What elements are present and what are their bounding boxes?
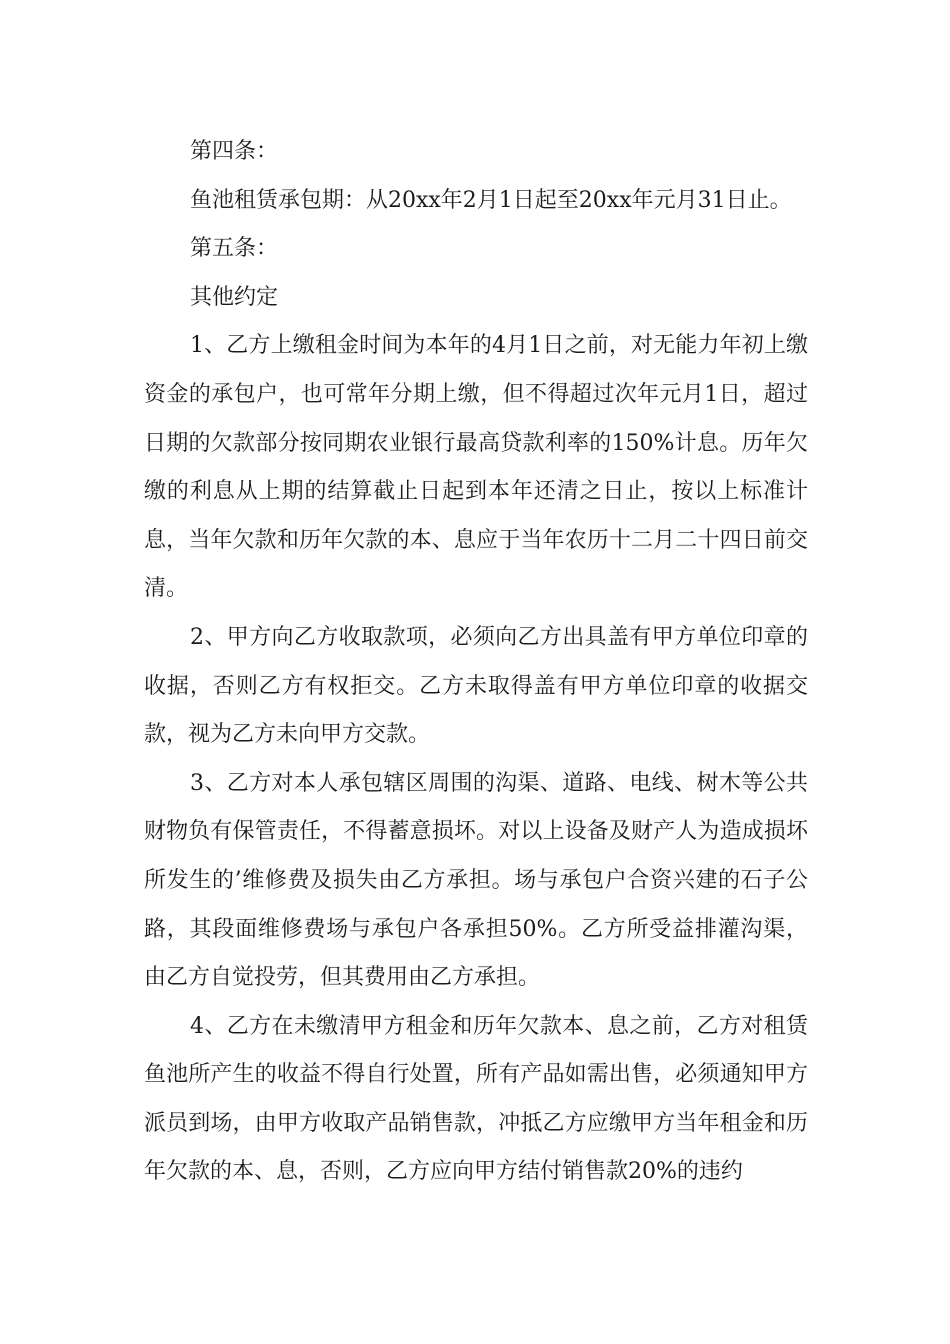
clause-1-paragraph: 1、乙方上缴租金时间为本年的4月1日之前，对无能力年初上缴资金的承包户，也可常年分期上缴，但不得超过次年元月1日，超过日期的欠款部分按同期农业银行最高贷款利率的150%计息。历年欠缴的利息从上期的结算截止日起到本年还清之日止，按以上标准计息，当年欠款和历年欠款的本、息应于当年农历十二月二十四日前交清。 xyxy=(144,333,808,602)
clause-3-paragraph: 3、乙方对本人承包辖区周围的沟渠、道路、电线、树木等公共财物负有保管责任，不得蓄意损坏。对以上设备及财产人为造成损坏所发生的’维修费及损失由乙方承担。场与承包户合资兴建的石子公路，其段面维修费场与承包户各承担50%。乙方所受益排灌沟渠，由乙方自觉投劳，但其费用由乙方承担。 xyxy=(144,770,808,991)
document-body xyxy=(144,128,808,1197)
clause-4-paragraph: 4、乙方在未缴清甲方租金和历年欠款本、息之前，乙方对租赁鱼池所产生的收益不得自行处置，所有产品如需出售，必须通知甲方派员到场，由甲方收取产品销售款，冲抵乙方应缴甲方当年租金和历年欠款的本、息，否则，乙方应向甲方结付销售款20%的违约 xyxy=(144,1013,808,1185)
article-5-heading: 第五条： xyxy=(190,236,279,262)
clause-2-paragraph: 2、甲方向乙方收取款项，必须向乙方出具盖有甲方单位印章的收据，否则乙方有权拒交。乙方未取得盖有甲方单位印章的收据交款，视为乙方未向甲方交款。 xyxy=(144,624,808,748)
lease-term-paragraph: 鱼池租赁承包期：从20xx年2月1日起至20xx年元月31日止。 xyxy=(190,187,792,213)
article-4-heading: 第四条： xyxy=(190,139,279,164)
other-agreements-heading: 其他约定 xyxy=(190,284,279,310)
